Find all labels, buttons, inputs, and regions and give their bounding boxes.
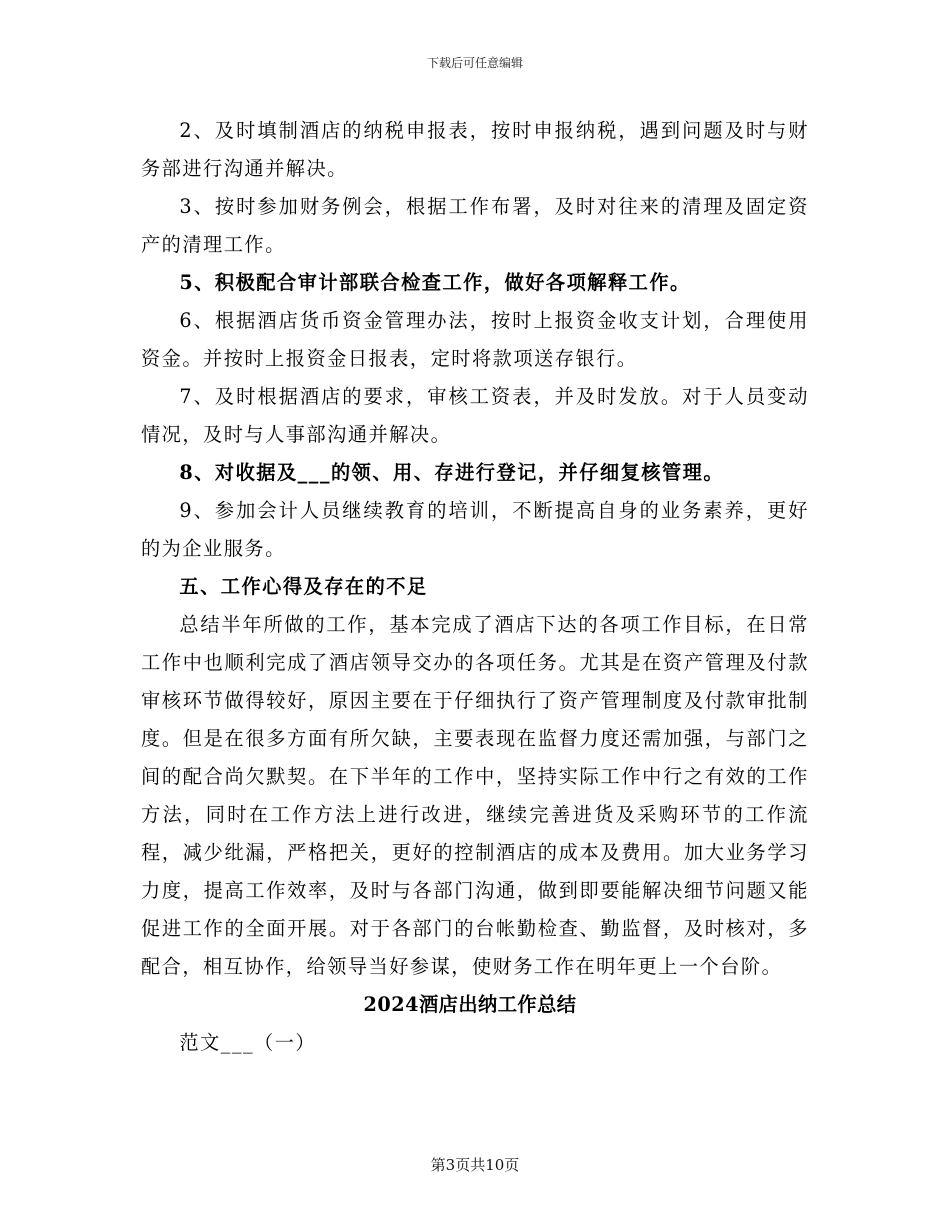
document-body (141, 112, 809, 1062)
paragraph-item-2: 2、及时填制酒店的纳税申报表，按时申报纳税，遇到问题及时与财务部进行沟通并解决。 (141, 119, 809, 180)
document-title: 2024酒店出纳工作总结 (363, 993, 577, 1016)
paragraph-item-6: 6、根据酒店货币资金管理办法，按时上报资金收支计划，合理使用资金。并按时上报资金日报表，定时将款项送存银行。 (141, 309, 809, 370)
paragraph-item-7: 7、及时根据酒店的要求，审核工资表，并及时发放。对于人员变动情况，及时与人事部沟通并解决。 (141, 385, 809, 446)
section-heading: 五、工作心得及存在的不足 (179, 575, 428, 598)
paragraph-item-5: 5、积极配合审计部联合检查工作，做好各项解释工作。 (179, 271, 691, 294)
paragraph-item-9: 9、参加会计人员继续教育的培训，不断提高自身的业务素养，更好的为企业服务。 (141, 499, 809, 560)
paragraph-item-8: 8、对收据及___的领、用、存进行登记，并仔细复核管理。 (179, 461, 725, 484)
sample-label: 范文___（一） (179, 1031, 317, 1054)
page-number-footer: 第3页共10页 (430, 1156, 520, 1174)
page-header-note: 下载后可任意编辑 (426, 56, 523, 70)
paragraph-item-3: 3、按时参加财务例会，根据工作布署，及时对往来的清理及固定资产的清理工作。 (141, 195, 809, 256)
summary-paragraph: 总结半年所做的工作，基本完成了酒店下达的各项工作目标，在日常工作中也顺利完成了酒店领导交办的各项任务。尤其是在资产管理及付款审核环节做得较好，原因主要在于仔细执行了资产管理制度及付款审批制度。但是在很多方面有所欠缺，主要表现在监督力度还需加强，与部门之间的配合尚欠默契。在下半年的工作中，坚持实际工作中行之有效的工作方法，同时在工作方法上进行改进，继续完善进货及采购环节的工作流程，减少纰漏，严格把关，更好的控制酒店的成本及费用。加大业务学习力度，提高工作效率，及时与各部门沟通，做到即要能解决细节问题又能促进工作的全面开展。对于各部门的台帐勤检查、勤监督，及时核对，多配合，相互协作，给领导当好参谋，使财务工作在明年更上一个台阶。 (141, 613, 809, 978)
